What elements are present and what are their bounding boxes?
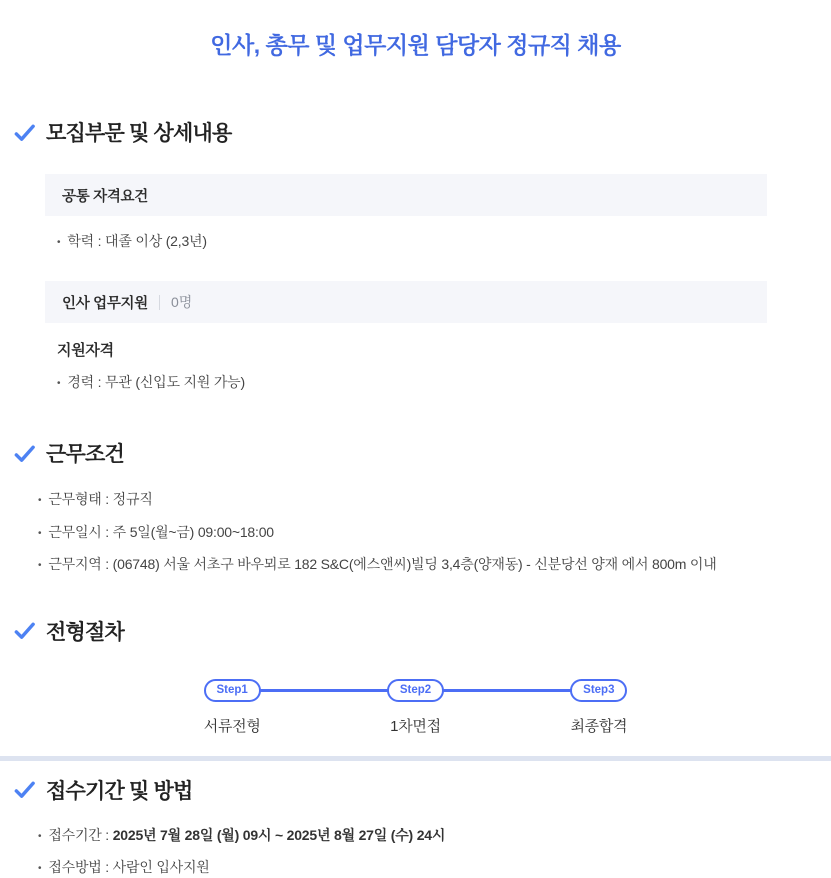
apply-period-bullet — [38, 826, 831, 846]
section-work-header — [0, 438, 831, 468]
section-process-header — [0, 616, 831, 646]
work-hours-bullet: • 근무일시 : 주 5일(월~금) 09:00~18:00 — [38, 523, 831, 543]
career-bullet: • 경력 : 무관 (신입도 지원 가능) — [57, 373, 831, 393]
vertical-divider — [159, 295, 160, 310]
check-icon — [12, 120, 36, 144]
page-title: 인사, 총무 및 업무지원 담당자 정규직 채용 — [210, 32, 621, 58]
step-3-label: 최종합격 — [570, 717, 628, 735]
check-icon — [12, 619, 36, 643]
section-recruit-title: 모집부문 및 상세내용 — [46, 122, 232, 145]
section-apply-title: 접수기간 및 방법 — [46, 779, 193, 803]
bottom-cutoff-strip — [0, 756, 831, 761]
step-1-badge: Step1 — [204, 679, 261, 702]
step-1 — [204, 679, 261, 736]
apply-period-prefix: 접수기간 : — [48, 826, 113, 843]
hiring-steps-flow — [204, 679, 628, 736]
work-type-bullet: • 근무형태 : 정규직 — [38, 490, 831, 510]
work-location-bullet: • 근무지역 : (06748) 서울 서초구 바우뫼로 182 S&C(에스앤씨)빌딩 3,4층(양재동) - 신분당선 양재 에서 800m 이내 — [38, 555, 831, 575]
position-box — [45, 281, 767, 323]
qualification-heading: 지원자격 — [57, 341, 114, 359]
check-icon — [12, 778, 36, 802]
step-3-badge: Step3 — [570, 679, 627, 702]
step-2 — [387, 679, 444, 736]
step-1-label: 서류전형 — [203, 717, 261, 735]
apply-method-bullet: • 접수방법 : 사람인 입사지원 — [38, 858, 831, 878]
apply-info-list — [38, 826, 831, 878]
position-headcount: 0명 — [170, 294, 193, 311]
step-3 — [570, 679, 627, 736]
section-work-title: 근무조건 — [46, 443, 124, 467]
check-icon — [12, 441, 36, 465]
apply-period-value: 2025년 7월 28일 (월) 09시 ~ 2025년 8월 27일 (수) 24시 — [112, 826, 446, 843]
section-recruit-header — [0, 117, 831, 147]
common-requirements-box — [45, 174, 767, 216]
step-2-badge: Step2 — [387, 679, 444, 702]
position-title: 인사 업무지원 — [62, 295, 148, 312]
step-2-label: 1차면접 — [390, 717, 441, 735]
education-bullet: • 학력 : 대졸 이상 (2,3년) — [57, 232, 831, 252]
section-apply-header — [0, 775, 831, 805]
common-requirements-title: 공통 자격요건 — [62, 189, 148, 205]
work-conditions-list — [38, 490, 831, 575]
section-process-title: 전형절차 — [46, 620, 124, 644]
